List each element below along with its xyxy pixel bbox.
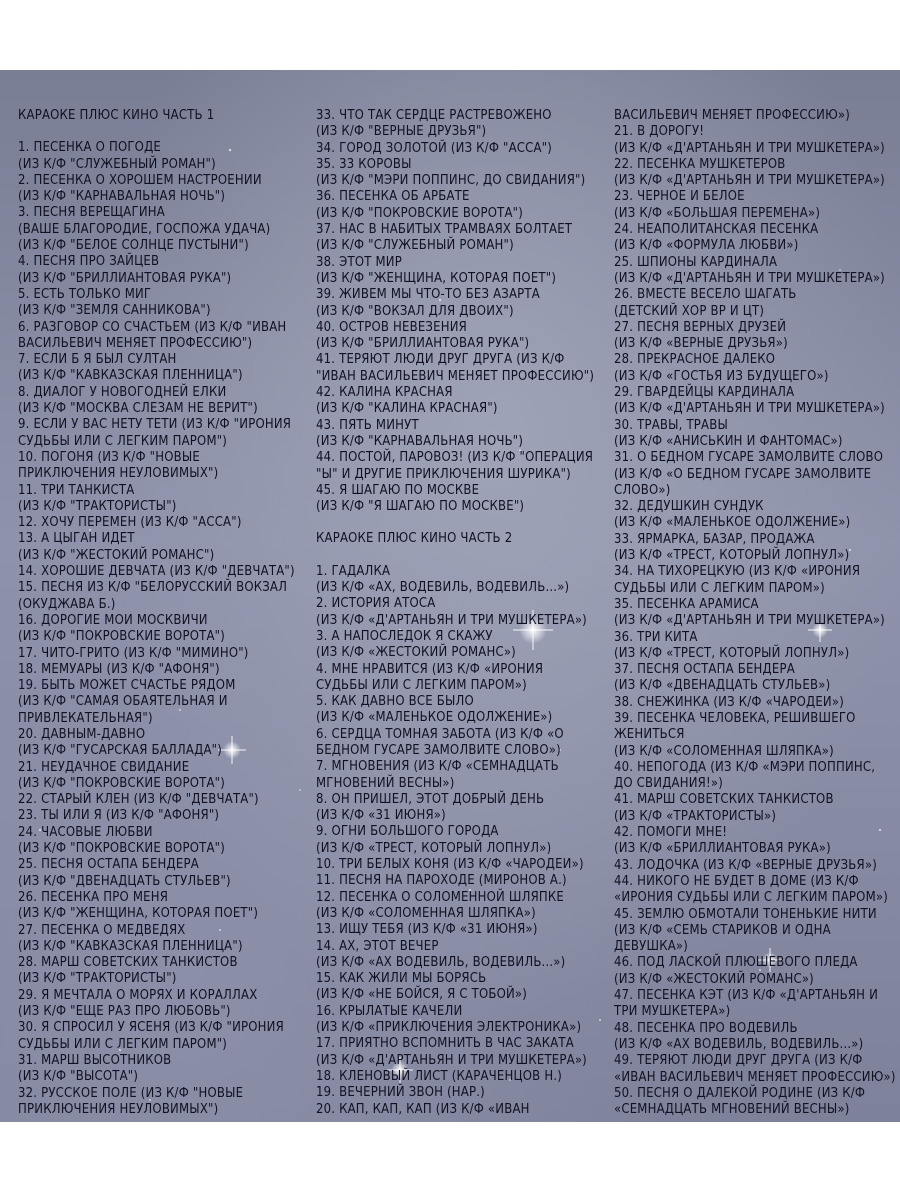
- track-line: "ИВАН ВАСИЛЬЕВИЧ МЕНЯЕТ ПРОФЕССИЮ"): [316, 368, 595, 384]
- track-list-part-2: [316, 564, 594, 1118]
- track-line: 2. ИСТОРИЯ АТОСА: [316, 596, 436, 612]
- track-line: (ИЗ К/Ф "КАВКАЗСКАЯ ПЛЕННИЦА"): [18, 368, 243, 384]
- track-line: 41. МАРШ СОВЕТСКИХ ТАНКИСТОВ: [614, 792, 834, 808]
- track-line: (ИЗ К/Ф «Д'АРТАНЬЯН И ТРИ МУШКЕТЕРА»): [614, 140, 885, 156]
- track-line: 36. ПЕСЕНКА ОБ АРБАТЕ: [316, 189, 470, 205]
- track-line: ДО СВИДАНИЯ!»): [614, 776, 724, 792]
- track-line: 42. ПОМОГИ МНЕ!: [614, 825, 728, 841]
- track-line: 5. КАК ДАВНО ВСЕ БЫЛО: [316, 694, 474, 710]
- track-line: 44. НИКОГО НЕ БУДЕТ В ДОМЕ (ИЗ К/Ф: [614, 873, 859, 889]
- track-line: (ИЗ К/Ф "ПОКРОВСКИЕ ВОРОТА"): [18, 775, 225, 791]
- track-line: (ИЗ К/Ф «Д'АРТАНЬЯН И ТРИ МУШКЕТЕРА»): [614, 173, 885, 189]
- track-line: 22. ПЕСЕНКА МУШКЕТЕРОВ: [614, 156, 786, 172]
- track-line: (ИЗ К/Ф «ЖЕСТОКИЙ РОМАНС»): [316, 645, 516, 661]
- track-line: 18. МЕМУАРЫ (ИЗ К/Ф "АФОНЯ"): [18, 661, 220, 677]
- track-line: (ИЗ К/Ф "ГУСАРСКАЯ БАЛЛАДА"): [18, 743, 223, 759]
- track-line: 32. ДЕДУШКИН СУНДУК: [614, 499, 764, 515]
- track-line: БЕДНОМ ГУСАРЕ ЗАМОЛВИТЕ СЛОВО»): [316, 742, 561, 758]
- track-line: 26. ВМЕСТЕ ВЕСЕЛО ШАГАТЬ: [614, 287, 797, 303]
- track-line: 41. ТЕРЯЮТ ЛЮДИ ДРУГ ДРУГА (ИЗ К/Ф: [316, 352, 565, 368]
- track-line: (ИЗ К/Ф "ПОКРОВСКИЕ ВОРОТА"): [18, 841, 225, 857]
- track-line: 26. ПЕСЕНКА ПРО МЕНЯ: [18, 889, 169, 905]
- track-line: 31. МАРШ ВЫСОТНИКОВ: [18, 1052, 172, 1068]
- track-line: 48. ПЕСЕНКА ПРО ВОДЕВИЛЬ: [614, 1020, 798, 1036]
- track-line: (ИЗ К/Ф «АХ ВОДЕВИЛЬ, ВОДЕВИЛЬ...»): [316, 954, 566, 970]
- track-line: «ИРОНИЯ СУДЬБЫ ИЛИ С ЛЕГКИМ ПАРОМ»): [614, 890, 888, 906]
- track-line: (ИЗ К/Ф "ТРАКТОРИСТЫ"): [18, 498, 177, 514]
- track-line: 14. АХ, ЭТОТ ВЕЧЕР: [316, 938, 439, 954]
- track-line: СУДЬБЫ ИЛИ С ЛЕГКИМ ПАРОМ»): [614, 580, 825, 596]
- track-line: ПРИКЛЮЧЕНИЯ НЕУЛОВИМЫХ"): [18, 1101, 219, 1117]
- track-line: (ИЗ К/Ф «ТРЕСТ, КОТОРЫЙ ЛОПНУЛ»): [614, 548, 850, 564]
- track-line: ПРИВЛЕКАТЕЛЬНАЯ"): [18, 710, 153, 726]
- track-line: «ИВАН ВАСИЛЬЕВИЧ МЕНЯЕТ ПРОФЕССИЮ»): [614, 1069, 896, 1085]
- track-line: МГНОВЕНИЙ ВЕСНЫ»): [316, 775, 455, 791]
- track-line: 14. ХОРОШИЕ ДЕВЧАТА (ИЗ К/Ф "ДЕВЧАТА"): [18, 564, 295, 580]
- track-line: (ИЗ К/Ф «СОЛОМЕННАЯ ШЛЯПКА»): [316, 905, 536, 921]
- track-line: 9. ОГНИ БОЛЬШОГО ГОРОДА: [316, 824, 499, 840]
- track-line: (ИЗ К/Ф "МОСКВА СЛЕЗАМ НЕ ВЕРИТ"): [18, 401, 258, 417]
- track-line: 13. ИЩУ ТЕБЯ (ИЗ К/Ф «31 ИЮНЯ»): [316, 922, 538, 938]
- track-line: (ИЗ К/Ф "ТРАКТОРИСТЫ"): [18, 971, 177, 987]
- track-line: ТРИ МУШКЕТЕРА»): [614, 1004, 731, 1020]
- track-line: (ОКУДЖАВА Б.): [18, 596, 116, 612]
- track-line: 20. ДАВНЫМ-ДАВНО: [18, 726, 146, 742]
- track-line: 5. ЕСТЬ ТОЛЬКО МИГ: [18, 286, 152, 302]
- track-line: 8. ОН ПРИШЕЛ, ЭТОТ ДОБРЫЙ ДЕНЬ: [316, 791, 545, 807]
- track-line: (ИЗ К/Ф "ЖЕНЩИНА, КОТОРАЯ ПОЕТ"): [316, 270, 557, 286]
- track-line: 39. ЖИВЕМ МЫ ЧТО-ТО БЕЗ АЗАРТА: [316, 287, 540, 303]
- track-line: (ИЗ К/Ф «ТРЕСТ, КОТОРЫЙ ЛОПНУЛ»): [614, 645, 850, 661]
- track-line: (ИЗ К/Ф «ПРИКЛЮЧЕНИЯ ЭЛЕКТРОНИКА»): [316, 1020, 582, 1036]
- track-line: 2. ПЕСЕНКА О ХОРОШЕМ НАСТРОЕНИИ: [18, 172, 262, 188]
- track-line: 40. ОСТРОВ НЕВЕЗЕНИЯ: [316, 319, 467, 335]
- track-line: 11. ПЕСНЯ НА ПАРОХОДЕ (МИРОНОВ А.): [316, 873, 567, 889]
- track-line: (ИЗ К/Ф "СЛУЖЕБНЫЙ РОМАН"): [18, 156, 216, 172]
- track-line: 29. ГВАРДЕЙЦЫ КАРДИНАЛА: [614, 385, 795, 401]
- track-line: 35. 33 КОРОВЫ: [316, 156, 412, 172]
- track-line: (ВАШЕ БЛАГОРОДИЕ, ГОСПОЖА УДАЧА): [18, 221, 271, 237]
- track-line: (ИЗ К/Ф "ПОКРОВСКИЕ ВОРОТА"): [18, 629, 225, 645]
- track-line: 3. А НАПОСЛЕДОК Я СКАЖУ: [316, 628, 493, 644]
- column-2: [316, 108, 594, 1118]
- track-line: 12. ХОЧУ ПЕРЕМЕН (ИЗ К/Ф "АССА"): [18, 515, 242, 531]
- track-line: 28. МАРШ СОВЕТСКИХ ТАНКИСТОВ: [18, 955, 238, 971]
- track-line: (ИЗ К/Ф "ВОКЗАЛ ДЛЯ ДВОИХ"): [316, 303, 514, 319]
- track-line: (ИЗ К/Ф «Д'АРТАНЬЯН И ТРИ МУШКЕТЕРА»): [316, 612, 587, 628]
- track-line: (ИЗ К/Ф «ТРЕСТ, КОТОРЫЙ ЛОПНУЛ»): [316, 840, 552, 856]
- track-line: 19. БЫТЬ МОЖЕТ СЧАСТЬЕ РЯДОМ: [18, 678, 236, 694]
- track-line: 30. Я СПРОСИЛ У ЯСЕНЯ (ИЗ К/Ф "ИРОНИЯ: [18, 1020, 284, 1036]
- track-line: 32. РУССКОЕ ПОЛЕ (ИЗ К/Ф "НОВЫЕ: [18, 1085, 244, 1101]
- track-line: 17. ЧИТО-ГРИТО (ИЗ К/Ф "МИМИНО"): [18, 645, 249, 661]
- track-line: 43. ПЯТЬ МИНУТ: [316, 417, 419, 433]
- track-line: 46. ПОД ЛАСКОЙ ПЛЮШЕВОГО ПЛЕДА: [614, 955, 858, 971]
- track-line: ПРИКЛЮЧЕНИЯ НЕУЛОВИМЫХ"): [18, 466, 219, 482]
- track-line: 45. ЗЕМЛЮ ОБМОТАЛИ ТОНЕНЬКИЕ НИТИ: [614, 906, 877, 922]
- track-line: 42. КАЛИНА КРАСНАЯ: [316, 385, 453, 401]
- track-line: 36. ТРИ КИТА: [614, 629, 698, 645]
- track-line: СУДЬБЫ ИЛИ С ЛЕГКИМ ПАРОМ"): [18, 1036, 228, 1052]
- track-line: СЛОВО»): [614, 482, 671, 498]
- track-line: 27. ПЕСЕНКА О МЕДВЕДЯХ: [18, 922, 186, 938]
- track-list-part-1: [18, 140, 295, 1118]
- track-line: (ИЗ К/Ф "ЖЕНЩИНА, КОТОРАЯ ПОЕТ"): [18, 906, 259, 922]
- track-line: (ИЗ К/Ф "ЖЕСТОКИЙ РОМАНС"): [18, 547, 215, 563]
- track-line: 39. ПЕСЕНКА ЧЕЛОВЕКА, РЕШИВШЕГО: [614, 710, 856, 726]
- track-line: (ИЗ К/Ф «БРИЛЛИАНТОВАЯ РУКА»): [614, 841, 831, 857]
- track-line: (ИЗ К/Ф «СОЛОМЕННАЯ ШЛЯПКА»): [614, 743, 834, 759]
- track-line: 12. ПЕСЕНКА О СОЛОМЕННОЙ ШЛЯПКЕ: [316, 889, 565, 905]
- track-line: СУДЬБЫ ИЛИ С ЛЕГКИМ ПАРОМ"): [18, 433, 228, 449]
- track-line: "Ы" И ДРУГИЕ ПРИКЛЮЧЕНИЯ ШУРИКА"): [316, 466, 571, 482]
- track-line: 16. ДОРОГИЕ МОИ МОСКВИЧИ: [18, 612, 208, 628]
- track-line: (ИЗ К/Ф "ПОКРОВСКИЕ ВОРОТА"): [316, 205, 523, 221]
- track-line: 30. ТРАВЫ, ТРАВЫ: [614, 417, 729, 433]
- track-line: 17. ПРИЯТНО ВСПОМНИТЬ В ЧАС ЗАКАТА: [316, 1036, 574, 1052]
- track-line: (ИЗ К/Ф «Д'АРТАНЬЯН И ТРИ МУШКЕТЕРА»): [316, 1052, 587, 1068]
- track-line: (ИЗ К/Ф «ФОРМУЛА ЛЮБВИ»): [614, 238, 799, 254]
- track-line: 19. ВЕЧЕРНИЙ ЗВОН (НАР.): [316, 1085, 485, 1101]
- track-line: 31. О БЕДНОМ ГУСАРЕ ЗАМОЛВИТЕ СЛОВО: [614, 450, 884, 466]
- track-line: 15. КАК ЖИЛИ МЫ БОРЯСЬ: [316, 971, 487, 987]
- track-line: 4. ПЕСНЯ ПРО ЗАЙЦЕВ: [18, 254, 160, 270]
- track-line: 7. МГНОВЕНИЯ (ИЗ К/Ф «СЕМНАДЦАТЬ: [316, 759, 559, 775]
- track-line: СУДЬБЫ ИЛИ С ЛЕГКИМ ПАРОМ»): [316, 677, 527, 693]
- track-line: ДЕВУШКА»): [614, 939, 689, 955]
- track-line: 24. НЕАПОЛИТАНСКАЯ ПЕСЕНКА: [614, 222, 819, 238]
- track-line: 11. ТРИ ТАНКИСТА: [18, 482, 135, 498]
- track-line: (ИЗ К/Ф «ГОСТЬЯ ИЗ БУДУЩЕГО»): [614, 368, 829, 384]
- track-line: 1. ПЕСЕНКА О ПОГОДЕ: [18, 140, 162, 156]
- track-line: 8. ДИАЛОГ У НОВОГОДНЕЙ ЕЛКИ: [18, 384, 227, 400]
- track-line: 3. ПЕСНЯ ВЕРЕЩАГИНА: [18, 205, 165, 221]
- track-list-part-1-cont: [316, 108, 594, 515]
- track-line: 21. В ДОРОГУ!: [614, 124, 705, 140]
- track-line: (ИЗ К/Ф «Д'АРТАНЬЯН И ТРИ МУШКЕТЕРА»): [614, 613, 885, 629]
- track-line: 1. ГАДАЛКА: [316, 563, 391, 579]
- track-line: (ДЕТСКИЙ ХОР ВР И ЦТ): [614, 303, 765, 319]
- track-line: (ИЗ К/Ф «31 ИЮНЯ»): [316, 808, 446, 824]
- track-line: (ИЗ К/Ф «Д'АРТАНЬЯН И ТРИ МУШКЕТЕРА»): [614, 401, 885, 417]
- track-line: 6. СЕРДЦА ТОМНАЯ ЗАБОТА (ИЗ К/Ф «О: [316, 726, 564, 742]
- track-line: 45. Я ШАГАЮ ПО МОСКВЕ: [316, 482, 480, 498]
- track-line: 38. ЭТОТ МИР: [316, 254, 402, 270]
- track-line: 20. КАП, КАП, КАП (ИЗ К/Ф «ИВАН: [316, 1101, 530, 1117]
- track-line: 28. ПРЕКРАСНОЕ ДАЛЕКО: [614, 352, 776, 368]
- track-line: 50. ПЕСНЯ О ДАЛЕКОЙ РОДИНЕ (ИЗ К/Ф: [614, 1085, 866, 1101]
- track-line: 21. НЕУДАЧНОЕ СВИДАНИЕ: [18, 759, 190, 775]
- track-line: 37. ПЕСНЯ ОСТАПА БЕНДЕРА: [614, 662, 795, 678]
- track-line: 25. ШПИОНЫ КАРДИНАЛА: [614, 254, 778, 270]
- track-line: 18. КЛЕНОВЫЙ ЛИСТ (КАРАЧЕНЦОВ Н.): [316, 1068, 562, 1084]
- track-line: (ИЗ К/Ф "КАВКАЗСКАЯ ПЛЕННИЦА"): [18, 938, 243, 954]
- track-line: 33. ЯРМАРКА, БАЗАР, ПРОДАЖА: [614, 531, 815, 547]
- track-line: (ИЗ К/Ф «ВЕРНЫЕ ДРУЗЬЯ»): [614, 336, 788, 352]
- track-line: (ИЗ К/Ф "СЛУЖЕБНЫЙ РОМАН"): [316, 238, 514, 254]
- track-line: (ИЗ К/Ф «АХ ВОДЕВИЛЬ, ВОДЕВИЛЬ...»): [614, 1036, 864, 1052]
- section-title-part-1: КАРАОКЕ ПЛЮС КИНО ЧАСТЬ 1: [18, 108, 215, 123]
- track-line: 9. ЕСЛИ У ВАС НЕТУ ТЕТИ (ИЗ К/Ф "ИРОНИЯ: [18, 417, 292, 433]
- track-line: (ИЗ К/Ф «БОЛЬШАЯ ПЕРЕМЕНА»): [614, 205, 821, 221]
- track-line: (ИЗ К/Ф «АХ, ВОДЕВИЛЬ, ВОДЕВИЛЬ...»): [316, 580, 570, 596]
- track-line: 33. ЧТО ТАК СЕРДЦЕ РАСТРЕВОЖЕНО: [316, 108, 552, 123]
- track-line: (ИЗ К/Ф «АНИСЬКИН И ФАНТОМАС»): [614, 433, 843, 449]
- track-line: 16. КРЫЛАТЫЕ КАЧЕЛИ: [316, 1003, 463, 1019]
- track-line: (ИЗ К/Ф "ДВЕНАДЦАТЬ СТУЛЬЕВ"): [18, 873, 231, 889]
- track-line: (ИЗ К/Ф "ВЕРНЫЕ ДРУЗЬЯ"): [316, 124, 487, 140]
- track-line: ЖЕНИТЬСЯ: [614, 727, 685, 743]
- track-line: 15. ПЕСНЯ ИЗ К/Ф "БЕЛОРУССКИЙ ВОКЗАЛ: [18, 580, 288, 596]
- track-line: 6. РАЗГОВОР СО СЧАСТЬЕМ (ИЗ К/Ф "ИВАН: [18, 319, 287, 335]
- track-line: 23. ТЫ ИЛИ Я (ИЗ К/Ф "АФОНЯ"): [18, 808, 220, 824]
- track-line: 35. ПЕСЕНКА АРАМИСА: [614, 596, 759, 612]
- track-line: 24. ЧАСОВЫЕ ЛЮБВИ: [18, 824, 153, 840]
- track-line: (ИЗ К/Ф «МАЛЕНЬКОЕ ОДОЛЖЕНИЕ»): [614, 515, 851, 531]
- track-line: (ИЗ К/Ф «НЕ БОЙСЯ, Я С ТОБОЙ»): [316, 987, 528, 1003]
- track-line: (ИЗ К/Ф "КАЛИНА КРАСНАЯ"): [316, 401, 498, 417]
- track-line: 34. НА ТИХОРЕЦКУЮ (ИЗ К/Ф «ИРОНИЯ: [614, 564, 861, 580]
- track-line: 7. ЕСЛИ Б Я БЫЛ СУЛТАН: [18, 352, 177, 368]
- track-line: 4. МНЕ НРАВИТСЯ (ИЗ К/Ф «ИРОНИЯ: [316, 661, 544, 677]
- column-1: [18, 108, 295, 1118]
- track-list-part-2-cont: [614, 108, 896, 1118]
- track-line: (ИЗ К/Ф "БРИЛЛИАНТОВАЯ РУКА"): [316, 336, 530, 352]
- track-line: (ИЗ К/Ф «СЕМЬ СТАРИКОВ И ОДНА: [614, 922, 831, 938]
- track-line: (ИЗ К/Ф "ЕЩЕ РАЗ ПРО ЛЮБОВЬ"): [18, 1004, 231, 1020]
- track-line: 13. А ЦЫГАН ИДЕТ: [18, 531, 135, 547]
- track-line: 10. ПОГОНЯ (ИЗ К/Ф "НОВЫЕ: [18, 449, 200, 465]
- track-line: 49. ТЕРЯЮТ ЛЮДИ ДРУГ ДРУГА (ИЗ К/Ф: [614, 1053, 863, 1069]
- track-line: 47. ПЕСЕНКА КЭТ (ИЗ К/Ф «Д'АРТАНЬЯН И: [614, 988, 879, 1004]
- track-line: 25. ПЕСНЯ ОСТАПА БЕНДЕРА: [18, 857, 199, 873]
- track-line: 10. ТРИ БЕЛЫХ КОНЯ (ИЗ К/Ф «ЧАРОДЕИ»): [316, 857, 584, 873]
- track-line: (ИЗ К/Ф «ДВЕНАДЦАТЬ СТУЛЬЕВ»): [614, 678, 831, 694]
- track-line: 38. СНЕЖИНКА (ИЗ К/Ф «ЧАРОДЕИ»): [614, 694, 844, 710]
- track-line: 40. НЕПОГОДА (ИЗ К/Ф «МЭРИ ПОППИНС,: [614, 759, 876, 775]
- track-line: (ИЗ К/Ф «ЖЕСТОКИЙ РОМАНС»): [614, 971, 814, 987]
- track-line: 23. ЧЕРНОЕ И БЕЛОЕ: [614, 189, 745, 205]
- track-line: 44. ПОСТОЙ, ПАРОВОЗ! (ИЗ К/Ф "ОПЕРАЦИЯ: [316, 450, 594, 466]
- track-line: «СЕМНАДЦАТЬ МГНОВЕНИЙ ВЕСНЫ»): [614, 1102, 850, 1118]
- track-line: (ИЗ К/Ф «ТРАКТОРИСТЫ»): [614, 808, 777, 824]
- track-line: (ИЗ К/Ф «МАЛЕНЬКОЕ ОДОЛЖЕНИЕ»): [316, 710, 553, 726]
- track-line: (ИЗ К/Ф "ЗЕМЛЯ САННИКОВА"): [18, 303, 211, 319]
- track-line: (ИЗ К/Ф "БРИЛЛИАНТОВАЯ РУКА"): [18, 270, 232, 286]
- track-line: ВАСИЛЬЕВИЧ МЕНЯЕТ ПРОФЕССИЮ»): [614, 108, 851, 123]
- track-line: (ИЗ К/Ф «Д'АРТАНЬЯН И ТРИ МУШКЕТЕРА»): [614, 270, 885, 286]
- track-line: 37. НАС В НАБИТЫХ ТРАМВАЯХ БОЛТАЕТ: [316, 222, 573, 238]
- track-line: 34. ГОРОД ЗОЛОТОЙ (ИЗ К/Ф "АССА"): [316, 140, 553, 156]
- track-line: (ИЗ К/Ф «О БЕДНОМ ГУСАРЕ ЗАМОЛВИТЕ: [614, 466, 872, 482]
- track-line: 43. ЛОДОЧКА (ИЗ К/Ф «ВЕРНЫЕ ДРУЗЬЯ»): [614, 857, 877, 873]
- track-line: (ИЗ К/Ф "ВЫСОТА"): [18, 1069, 139, 1085]
- track-line: (ИЗ К/Ф "КАРНАВАЛЬНАЯ НОЧЬ"): [316, 433, 524, 449]
- track-line: ВАСИЛЬЕВИЧ МЕНЯЕТ ПРОФЕССИЮ"): [18, 335, 253, 351]
- track-line: 22. СТАРЫЙ КЛЕН (ИЗ К/Ф "ДЕВЧАТА"): [18, 792, 259, 808]
- track-line: (ИЗ К/Ф "Я ШАГАЮ ПО МОСКВЕ"): [316, 499, 525, 515]
- track-line: 29. Я МЕЧТАЛА О МОРЯХ И КОРАЛЛАХ: [18, 987, 258, 1003]
- track-line: (ИЗ К/Ф "САМАЯ ОБАЯТЕЛЬНАЯ И: [18, 694, 228, 710]
- track-line: (ИЗ К/Ф "МЭРИ ПОППИНС, ДО СВИДАНИЯ"): [316, 173, 586, 189]
- track-line: 27. ПЕСНЯ ВЕРНЫХ ДРУЗЕЙ: [614, 319, 787, 335]
- track-line: (ИЗ К/Ф "БЕЛОЕ СОЛНЦЕ ПУСТЫНИ"): [18, 238, 249, 254]
- section-title-part-2: КАРАОКЕ ПЛЮС КИНО ЧАСТЬ 2: [316, 531, 513, 547]
- column-3: [614, 108, 896, 1118]
- track-line: (ИЗ К/Ф "КАРНАВАЛЬНАЯ НОЧЬ"): [18, 189, 226, 205]
- tracklist-sheet: [0, 70, 900, 1122]
